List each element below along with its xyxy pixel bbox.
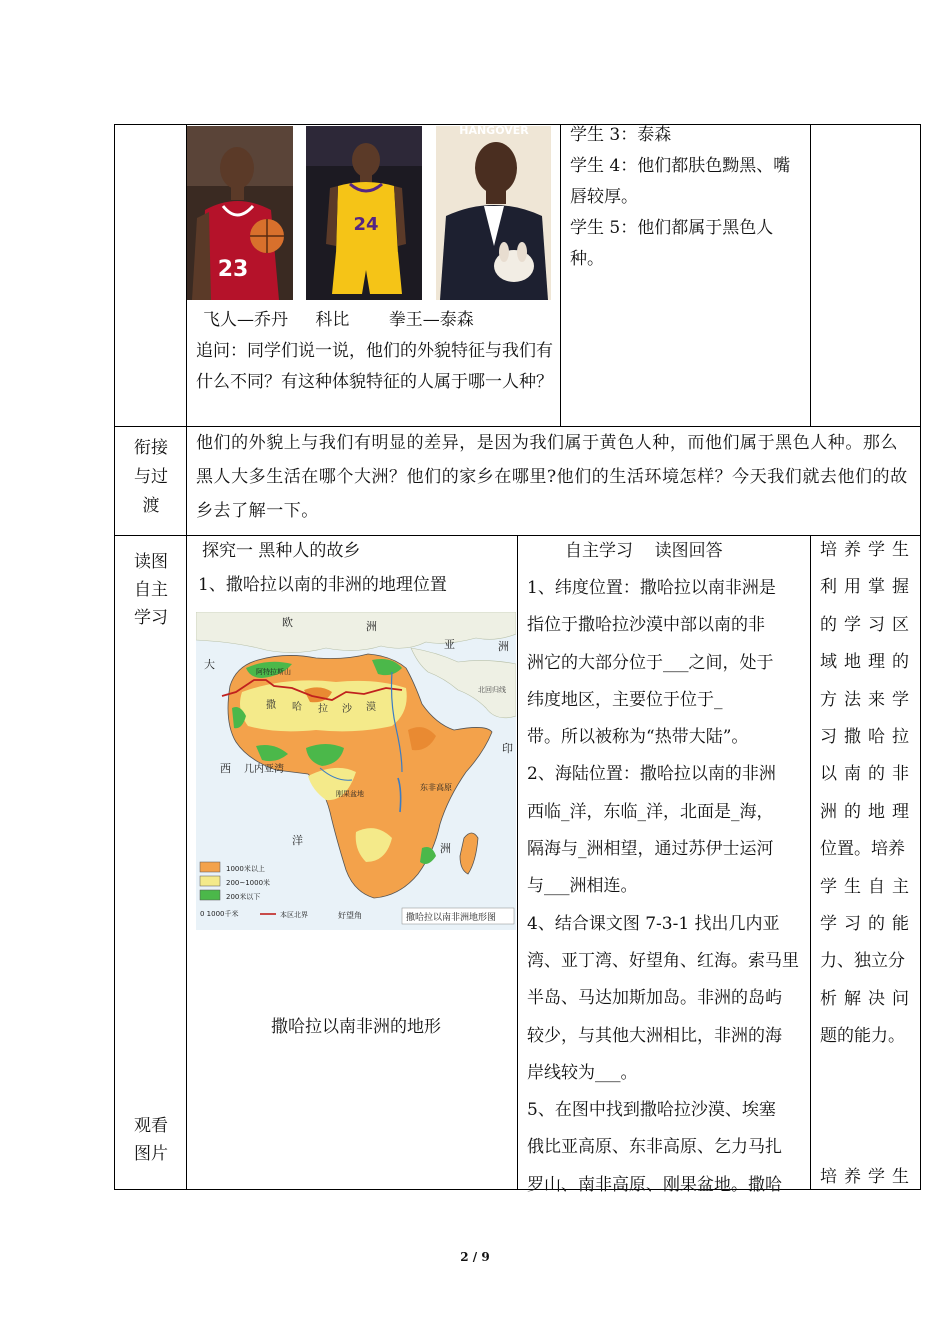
photo-labels <box>203 305 563 336</box>
study-label <box>122 548 182 632</box>
goal-line-7: 以南的非 <box>820 764 916 785</box>
student-line-1: 学生 3：泰森 <box>570 125 672 145</box>
legend-high: 1000米以上 <box>226 865 265 873</box>
photo-jordan <box>187 126 293 300</box>
legend-boundary: 本区北界 <box>280 911 308 919</box>
study-label-line-1: 读图 <box>134 552 168 572</box>
transition-label <box>120 434 182 521</box>
question-line-12: 半岛、马达加斯加岛。非洲的岛屿 <box>527 988 782 1009</box>
map-label-yin: 印 <box>502 742 513 755</box>
legend-scale: 0 1000千米 <box>200 910 239 918</box>
africa-terrain-map <box>196 612 516 930</box>
transition-label-line-3: 渡 <box>142 496 160 516</box>
question-line-4: 纬度地区，主要位于位于_ <box>527 689 723 710</box>
transition-text: 他们的外貌上与我们有明显的差异，是因为我们属于黄色人种，而他们属于黑色人种。那么黑人大多生活在哪个大洲？他们的家乡在哪里?他们的生活环境怎样？今天我们就去他们的故乡去了解一下。 <box>196 433 908 521</box>
student-line-4: 学生 5：他们都属于黑色人 <box>570 218 774 238</box>
map-label-zhou: 洲 <box>440 842 451 855</box>
question-line-1: 1、纬度位置：撒哈拉以南非洲是 <box>527 578 776 598</box>
goal-line-10: 学生自主 <box>820 876 916 897</box>
map-label-sahara-4: 沙 <box>342 704 352 715</box>
question-line-2: 指位于撒哈拉沙漠中部以南的非 <box>527 615 765 636</box>
question-line-15: 5、在图中找到撒哈拉沙漠、埃塞 <box>527 1100 776 1121</box>
question-line-11: 湾、亚丁湾、好望角、红海。索马里 <box>527 950 799 971</box>
map-label-asia2: 洲 <box>498 640 509 653</box>
student-line-3: 唇较厚。 <box>570 187 638 207</box>
follow-up-question: 追问：同学们说一说，他们的外貌特征与我们有什么不同？有这种体貌特征的人属于哪一人种？ <box>196 341 553 392</box>
jersey-number-24: 24 <box>353 214 379 235</box>
col-divider-row1-a <box>560 124 561 426</box>
study-label-line-3: 学习 <box>134 608 168 628</box>
watch-label <box>122 1112 182 1168</box>
map-label-east-africa: 东非高原 <box>420 783 452 792</box>
map-label-sahara-1: 撒 <box>266 700 276 711</box>
question-line-7: 西临_洋，东临_洋，北面是_海， <box>527 801 774 822</box>
map-label-sahara-5: 漠 <box>366 702 376 713</box>
legend-mid: 200~1000米 <box>226 879 271 887</box>
map-label-sahara-3: 拉 <box>318 704 328 715</box>
map-title: 撒哈拉以南非洲地形图 <box>406 913 497 923</box>
col-divider-row3-a <box>517 535 518 1190</box>
photo-kobe <box>306 126 422 300</box>
jersey-number-23: 23 <box>217 257 249 282</box>
goal-line-1: 培养学生 <box>820 540 916 560</box>
goal-line-5: 方法来学 <box>820 689 916 710</box>
watch-label-line-1: 观看 <box>134 1116 168 1136</box>
table-border-right <box>920 124 921 1190</box>
map-label-da: 大 <box>204 658 215 671</box>
question-line-5: 带。所以被称为“热带大陆”。 <box>527 727 749 748</box>
explore-heading: 探究一 黑种人的故乡 <box>202 541 361 561</box>
table-border-left <box>114 124 115 1190</box>
transition-label-line-2: 与过 <box>134 467 168 487</box>
map-label-xi: 西 <box>220 762 231 775</box>
watch-label-line-2: 图片 <box>134 1144 168 1164</box>
map-label-north-tropic: 北回归线 <box>478 686 506 694</box>
question-line-16: 俄比亚高原、东非高原、乞力马扎 <box>527 1137 782 1158</box>
self-study-questions <box>527 570 811 1204</box>
student-answers <box>570 120 810 275</box>
photo-tyson <box>436 126 551 300</box>
question-line-8: 隔海与_洲相望，通过苏伊士运河 <box>527 839 774 860</box>
question-line-6: 2、海陆位置：撒哈拉以南的非洲 <box>527 764 776 785</box>
goal-line-3: 的学习区 <box>820 614 916 635</box>
legend-low: 200米以下 <box>226 893 261 901</box>
goals-column <box>820 532 916 1056</box>
map-label-congo: 刚果盆地 <box>336 790 364 798</box>
map-label-sahara-2: 哈 <box>292 702 302 713</box>
self-study-heading: 自主学习 读图回答 <box>565 541 723 561</box>
question-line-9: 与___洲相连。 <box>527 876 638 897</box>
map-label-yang: 洋 <box>292 834 303 847</box>
col-divider-row1-b <box>810 124 811 426</box>
study-label-line-2: 自主 <box>134 580 168 600</box>
goal-line-9: 位置。培养 <box>820 839 905 860</box>
goal-line-14: 题的能力。 <box>820 1026 905 1047</box>
page-number: 2 / 9 <box>460 1250 490 1264</box>
student-line-2: 学生 4：他们都肤色黝黑、嘴 <box>570 156 791 176</box>
map-caption: 撒哈拉以南非洲的地形 <box>271 1017 441 1037</box>
goal-line-13: 析解决问 <box>820 988 916 1009</box>
question-line-14: 岸线较为___。 <box>527 1062 638 1083</box>
question-line-3: 洲它的大部分位于___之间，处于 <box>527 652 774 673</box>
goal-line-12: 力、独立分 <box>820 951 905 972</box>
photo-label-kobe: 科比 <box>315 310 350 330</box>
map-label-guinea: 几内亚湾 <box>244 764 284 775</box>
question-line-13: 较少，与其他大洲相比，非洲的海 <box>527 1025 782 1046</box>
question-line-10: 4、结合课文图 7-3-1 找出几内亚 <box>527 913 780 934</box>
goal-line-2: 利用掌握 <box>820 577 916 598</box>
student-line-5: 种。 <box>570 249 604 269</box>
photo-banner-text: HANGOVER <box>459 126 529 137</box>
transition-label-line-1: 衔接 <box>134 438 168 458</box>
map-label-cape: 好望角 <box>338 911 362 920</box>
map-label-asia: 亚 <box>444 638 455 651</box>
goal-line-6: 习撒哈拉 <box>820 727 916 748</box>
map-label-europe: 欧 <box>282 616 293 629</box>
map-label-continent: 洲 <box>366 620 377 633</box>
photo-label-jordan: 飞人—乔丹 <box>203 310 288 330</box>
photo-label-tyson: 拳王—泰森 <box>388 310 474 330</box>
goal-line-4: 域地理的 <box>820 652 916 673</box>
question-line-17: 罗山、南非高原、刚果盆地。撒哈 <box>527 1174 782 1195</box>
goal-bottom-line: 培养学生 <box>820 1167 916 1187</box>
explore-subheading: 1、撒哈拉以南的非洲的地理位置 <box>198 575 447 595</box>
goal-line-8: 洲的地理 <box>820 801 916 822</box>
map-label-atlas: 阿特拉斯山 <box>256 668 291 676</box>
goal-line-11: 学习的能 <box>820 914 916 935</box>
